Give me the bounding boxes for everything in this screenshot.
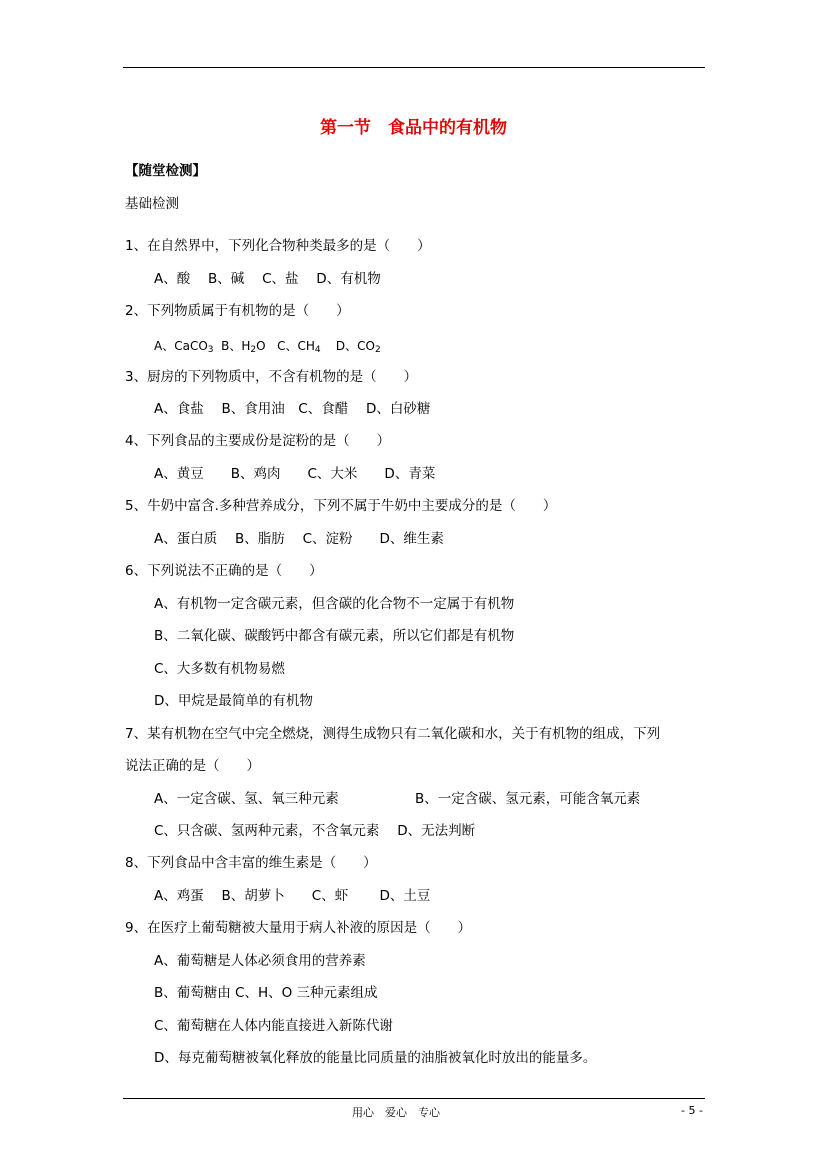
question-7-line-1: 7、某有机物在空气中完全燃烧，测得生成物只有二氧化碳和水，关于有机物的组成，下列 [125,726,661,742]
question-4: 4、下列食品的主要成份是淀粉的是（ ） [125,433,391,449]
question-6-option-a: A、有机物一定含碳元素，但含碳的化合物不一定属于有机物 [154,596,515,612]
question-1-options: A、酸 B、碱 C、盐 D、有机物 [154,271,381,287]
question-9-option-d: D、每克葡萄糖被氧化释放的能量比同质量的油脂被氧化时放出的能量多。 [154,1050,597,1066]
question-3: 3、厨房的下列物质中，不含有机物的是（ ） [125,369,418,385]
subsection-title: 基础检测 [125,196,179,212]
question-9: 9、在医疗上葡萄糖被大量用于病人补液的原因是（ ） [125,920,472,936]
question-6: 6、下列说法不正确的是（ ） [125,563,323,579]
page-number: - 5 - [681,1104,703,1117]
question-7-option-a: A、一定含碳、氢、氧三种元素 [154,791,339,807]
question-6-option-c: C、大多数有机物易燃 [154,661,285,677]
question-5-options: A、蛋白质 B、脂肪 C、淀粉 D、维生素 [154,531,444,547]
question-1: 1、在自然界中，下列化合物种类最多的是（ ） [125,238,431,254]
section-header: 【随堂检测】 [125,163,206,179]
footer-motto: 用心 爱心 专心 [352,1106,440,1119]
question-2: 2、下列物质属于有机物的是（ ） [125,303,350,319]
question-3-options: A、食盐 B、食用油 C、食醋 D、白砂糖 [154,401,431,417]
question-7-line-2: 说法正确的是（ ） [125,758,260,774]
header-rule [123,67,705,68]
question-9-option-a: A、葡萄糖是人体必须食用的营养素 [154,953,366,969]
question-9-option-b: B、葡萄糖由 C、H、O 三种元素组成 [154,985,378,1001]
question-8: 8、下列食品中含丰富的维生素是（ ） [125,855,377,871]
footer-rule [123,1098,705,1099]
question-8-options: A、鸡蛋 B、胡萝卜 C、虾 D、土豆 [154,888,431,904]
question-9-option-c: C、葡萄糖在人体内能直接进入新陈代谢 [154,1018,393,1034]
question-4-options: A、黄豆 B、鸡肉 C、大米 D、青菜 [154,466,436,482]
question-7-options-cd: C、只含碳、氢两种元素，不含氧元素 D、无法判断 [154,823,476,839]
page-title: 第一节 食品中的有机物 [320,118,507,138]
question-7-option-b: B、一定含碳、氢元素，可能含氧元素 [415,791,641,807]
question-6-option-d: D、甲烷是最简单的有机物 [154,693,313,709]
question-6-option-b: B、二氧化碳、碳酸钙中都含有碳元素，所以它们都是有机物 [154,628,515,644]
question-5: 5、牛奶中富含.多种营养成分，下列不属于牛奶中主要成分的是（ ） [125,498,557,514]
question-2-options: A、CaCO$_3$ B、$H_2O$ C、$CH_4$ D、$CO_2$ [154,339,381,355]
